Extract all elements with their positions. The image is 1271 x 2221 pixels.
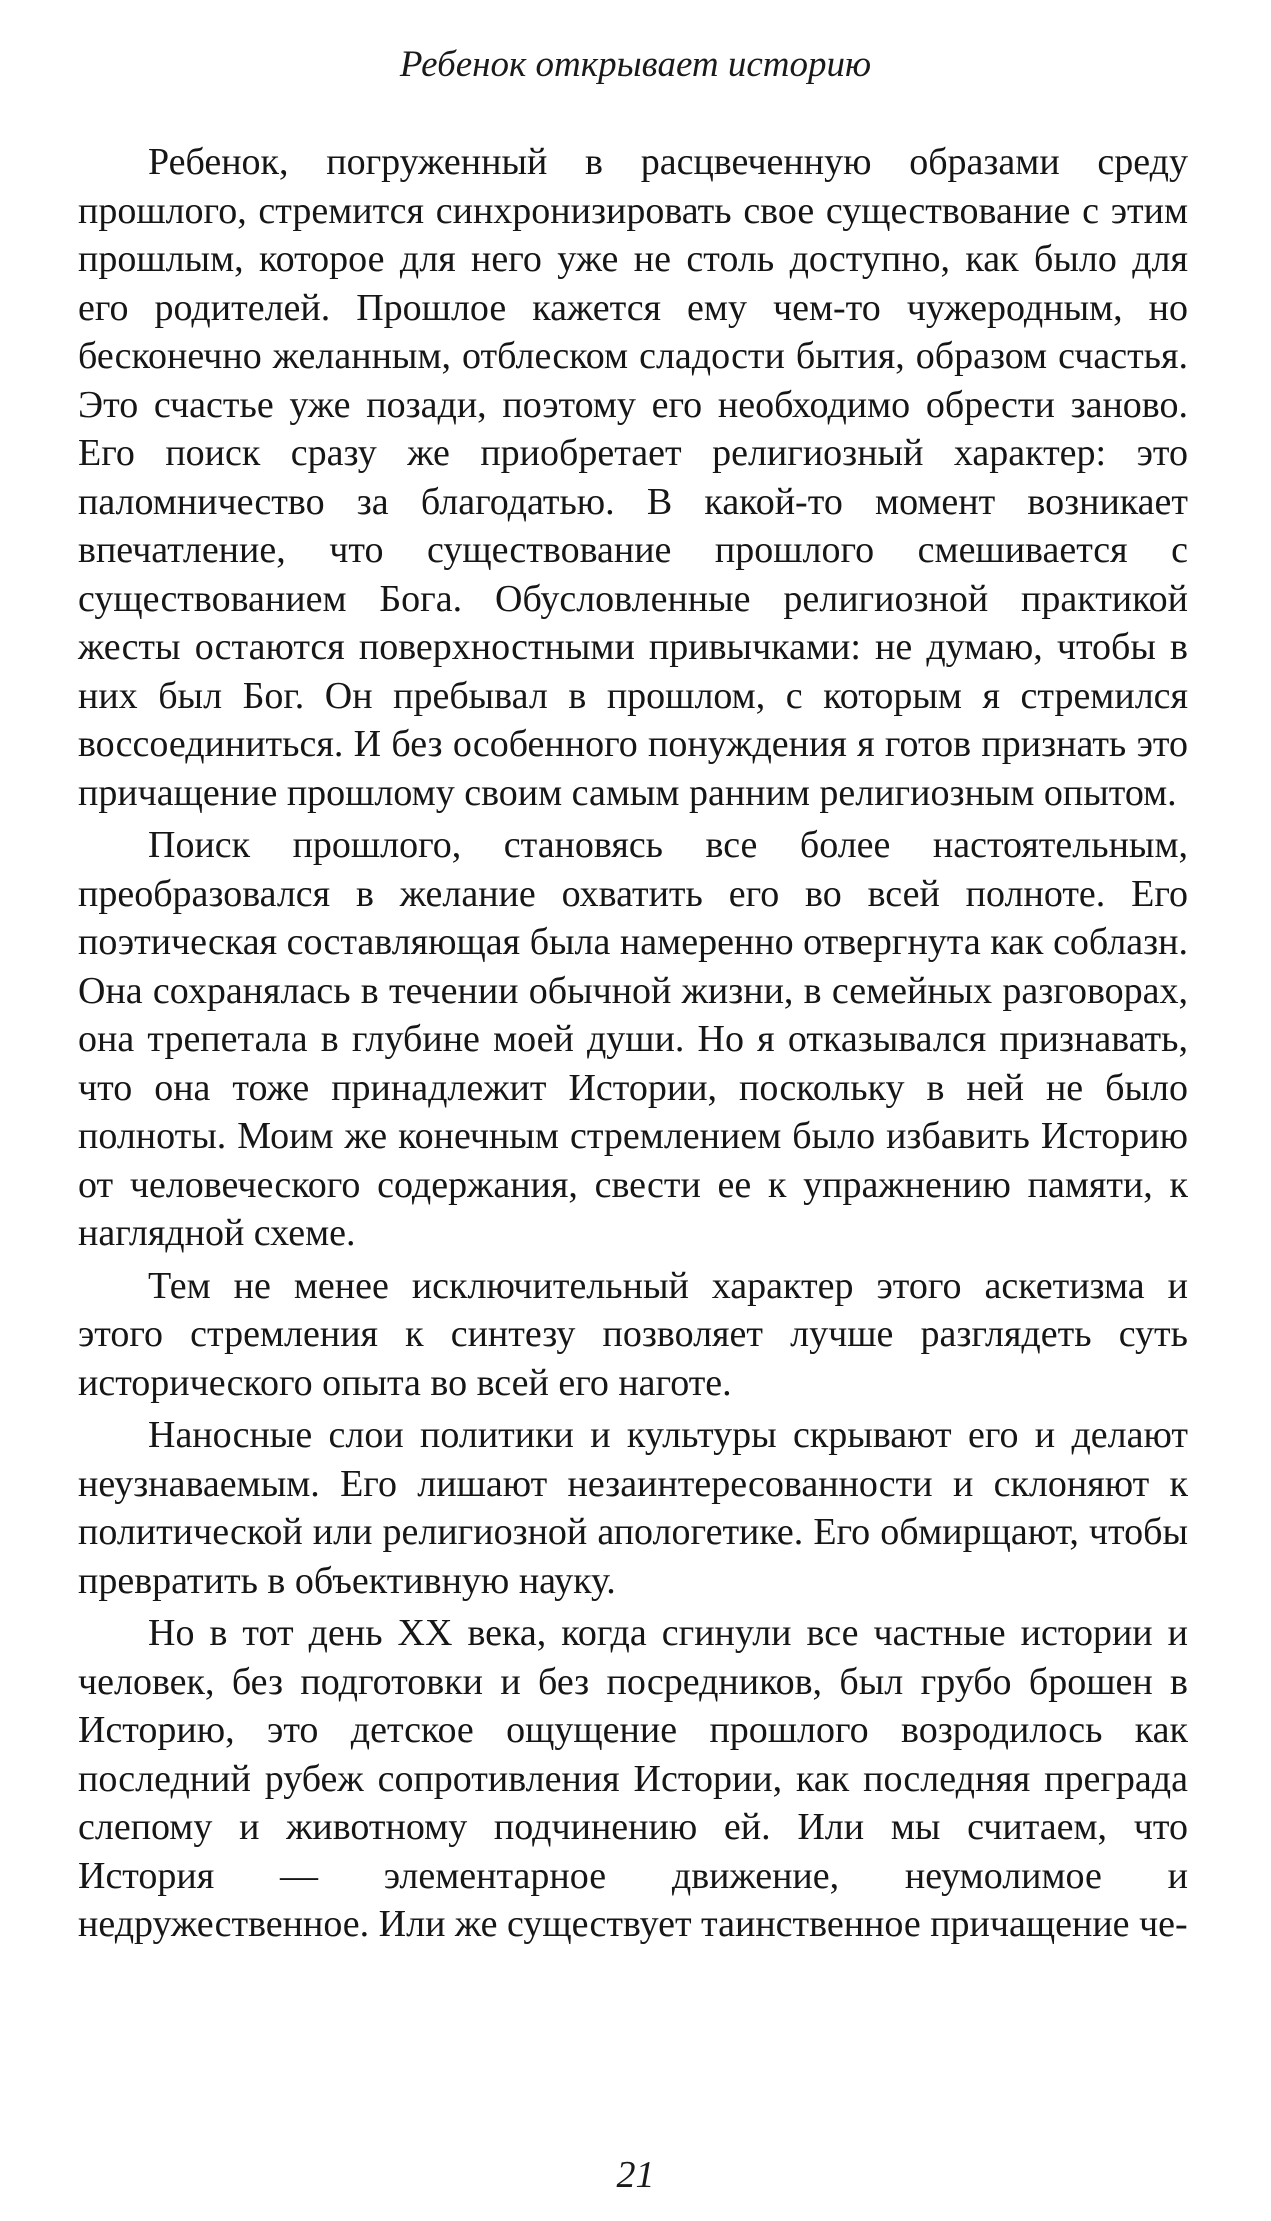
paragraph: Наносные слои политики и культуры скрывают его и делают неузнаваемым. Его лишают незаинтересованности и склоняют к политической или религиозной апологетике. Его обмирщают, чтобы превратить в объективную науку. <box>78 1414 1188 1602</box>
paragraph: Поиск прошлого, становясь все более настоятельным, преобразовался в желание охватить его во всей полноте. Его поэтическая составляющая была намеренно отвергнута как соблазн. Она сохранялась в течении обычной жизни, в семейных разговорах, она трепетала в глубине моей души. Но я отказывался признавать, что она тоже принадлежит Истории, поскольку в ней не было полноты. Моим же конечным стремлением было избавить Историю от человеческого содержания, свести ее к упражнению памяти, к наглядной схеме. <box>78 824 1188 1254</box>
paragraph: Ребенок, погруженный в расцвеченную образами среду прошлого, стремится синхронизировать свое существование с этим прошлым, которое для него уже не столь доступно, как было для его родителей. Прошлое кажется ему чем-то чужеродным, но бесконечно желанным, отблеском сладости бытия, образом счастья. Это счастье уже позади, поэтому его необходимо обрести заново. Его поиск сразу же приобретает религиозный характер: это паломничество за благодатью. В какой-то момент возникает впечатление, что существование прошлого смешивается с существованием Бога. Обусловленные религиозной практикой жесты остаются поверхностными привычками: не думаю, чтобы в них был Бог. Он пребывал в прошлом, с которым я стремился воссоединиться. И без особенного понуждения я готов признать это причащение прошлому своим самым ранним религиозным опытом. <box>78 141 1188 814</box>
paragraph: Тем не менее исключительный характер этого аскетизма и этого стремления к синтезу позволяет лучше разглядеть суть исторического опыта во всей его наготе. <box>78 1264 1188 1404</box>
page-number: 21 <box>616 2154 655 2196</box>
body-text <box>78 138 1188 1953</box>
running-head: Ребенок открывает историю <box>399 44 872 85</box>
paragraph: Но в тот день XX века, когда сгинули все частные истории и человек, без подготовки и без посредников, был грубо брошен в Историю, это детское ощущение прошлого возродилось как последний рубеж сопротивления Истории, как последняя преграда слепому и животному подчинению ей. Или мы считаем, что История — элементарное движение, неумолимое и недружественное. Или же существует таинственное причащение че- <box>78 1612 1188 1945</box>
